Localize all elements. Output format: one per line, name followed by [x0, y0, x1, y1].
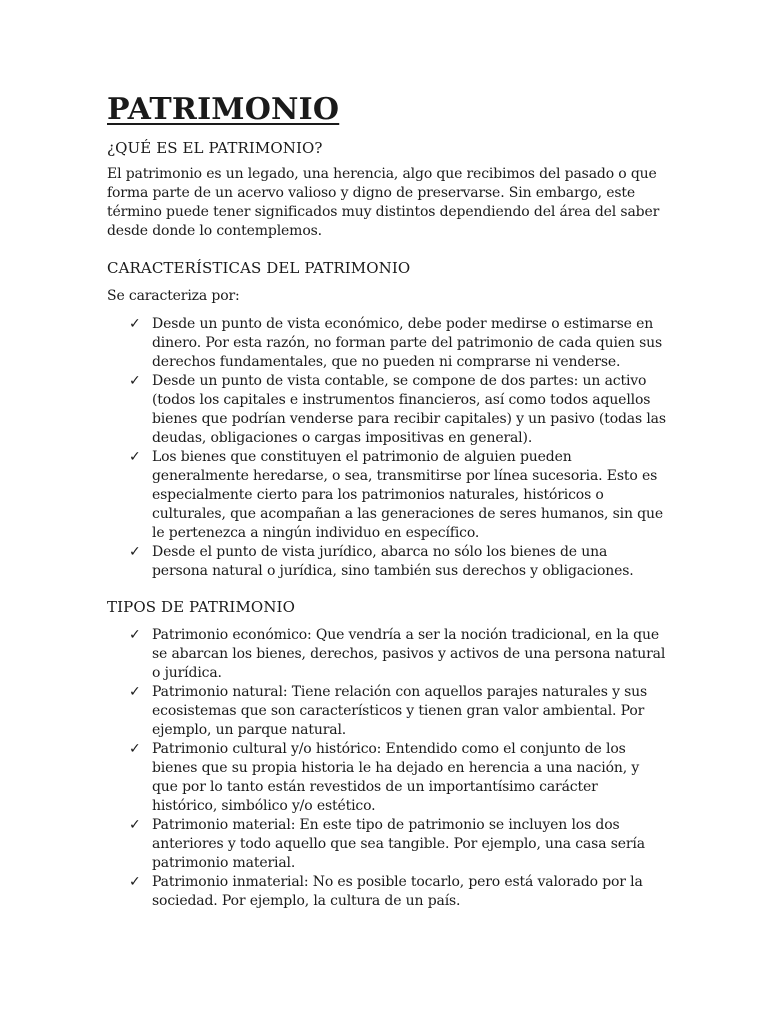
- checkmark-icon: ✓: [129, 874, 141, 890]
- checkmark-icon: ✓: [129, 684, 141, 700]
- list-item-text: Patrimonio material: En este tipo de patrimonio se incluyen los dos anteriores y todo aquello que sea tangible. Por ejemplo, una casa sería patrimonio material.: [152, 817, 645, 871]
- list-item-text: Patrimonio cultural y/o histórico: Entendido como el conjunto de los bienes que su propia historia le ha dejado en herencia a una nación, y que por lo tanto están revestidos de un importantísimo carácter histórico, simbólico y/o estético.: [152, 741, 640, 814]
- list-item-text: Patrimonio inmaterial: No es posible tocarlo, pero está valorado por la sociedad. Por ejemplo, la cultura de un país.: [152, 874, 643, 909]
- list-item: [107, 315, 667, 372]
- list-item: [107, 816, 667, 873]
- section-heading-que-es: ¿QUÉ ES EL PATRIMONIO?: [107, 139, 323, 157]
- list-item: [107, 683, 667, 740]
- list-item: [107, 626, 667, 683]
- document-title: PATRIMONIO: [107, 92, 340, 127]
- list-item: [107, 372, 667, 448]
- caracteristicas-list: [107, 315, 667, 581]
- list-item-text: Los bienes que constituyen el patrimonio de alguien pueden generalmente heredarse, o sea, transmitirse por línea sucesoria. Esto es especialmente cierto para los patrimonios naturales, históricos o culturales, que acompañan a las generaciones de seres humanos, sin que le pertenezca a ningún individuo en específico.: [152, 449, 663, 541]
- section-heading-tipos: TIPOS DE PATRIMONIO: [107, 598, 295, 616]
- list-item-text: Desde el punto de vista jurídico, abarca no sólo los bienes de una persona natural o jurídica, sino también sus derechos y obligaciones.: [152, 544, 634, 579]
- list-item: [107, 740, 667, 816]
- checkmark-icon: ✓: [129, 449, 141, 465]
- list-item-text: Desde un punto de vista económico, debe poder medirse o estimarse en dinero. Por esta razón, no forman parte del patrimonio de cada quien sus derechos fundamentales, que no pueden ni comprarse ni venderse.: [152, 316, 663, 370]
- checkmark-icon: ✓: [129, 741, 141, 757]
- list-item: [107, 448, 667, 543]
- list-item-text: Patrimonio económico: Que vendría a ser la noción tradicional, en la que se abarcan los bienes, derechos, pasivos y activos de una persona natural o jurídica.: [152, 627, 666, 681]
- list-item-text: Patrimonio natural: Tiene relación con aquellos parajes naturales y sus ecosistemas que son característicos y tienen gran valor ambiental. Por ejemplo, un parque natural.: [152, 684, 648, 738]
- tipos-list: [107, 626, 667, 911]
- section-heading-caracteristicas: CARACTERÍSTICAS DEL PATRIMONIO: [107, 259, 411, 277]
- checkmark-icon: ✓: [129, 817, 141, 833]
- checkmark-icon: ✓: [129, 627, 141, 643]
- document-page: [107, 88, 667, 911]
- checkmark-icon: ✓: [129, 544, 141, 560]
- section-intro-caracteristicas: Se caracteriza por:: [107, 288, 240, 304]
- section-paragraph-que-es: El patrimonio es un legado, una herencia, algo que recibimos del pasado o que forma parte de un acervo valioso y digno de preservarse. Sin embargo, este término puede tener significados muy distintos dependiendo del área del saber desde donde lo contemplemos.: [107, 166, 660, 239]
- checkmark-icon: ✓: [129, 316, 141, 332]
- list-item-text: Desde un punto de vista contable, se compone de dos partes: un activo (todos los capitales e instrumentos financieros, así como todos aquellos bienes que podrían venderse para recibir capitales) y un pasivo (todas las deudas, obligaciones o cargas impositivas en general).: [152, 373, 666, 446]
- list-item: [107, 543, 667, 581]
- list-item: [107, 873, 667, 911]
- checkmark-icon: ✓: [129, 373, 141, 389]
